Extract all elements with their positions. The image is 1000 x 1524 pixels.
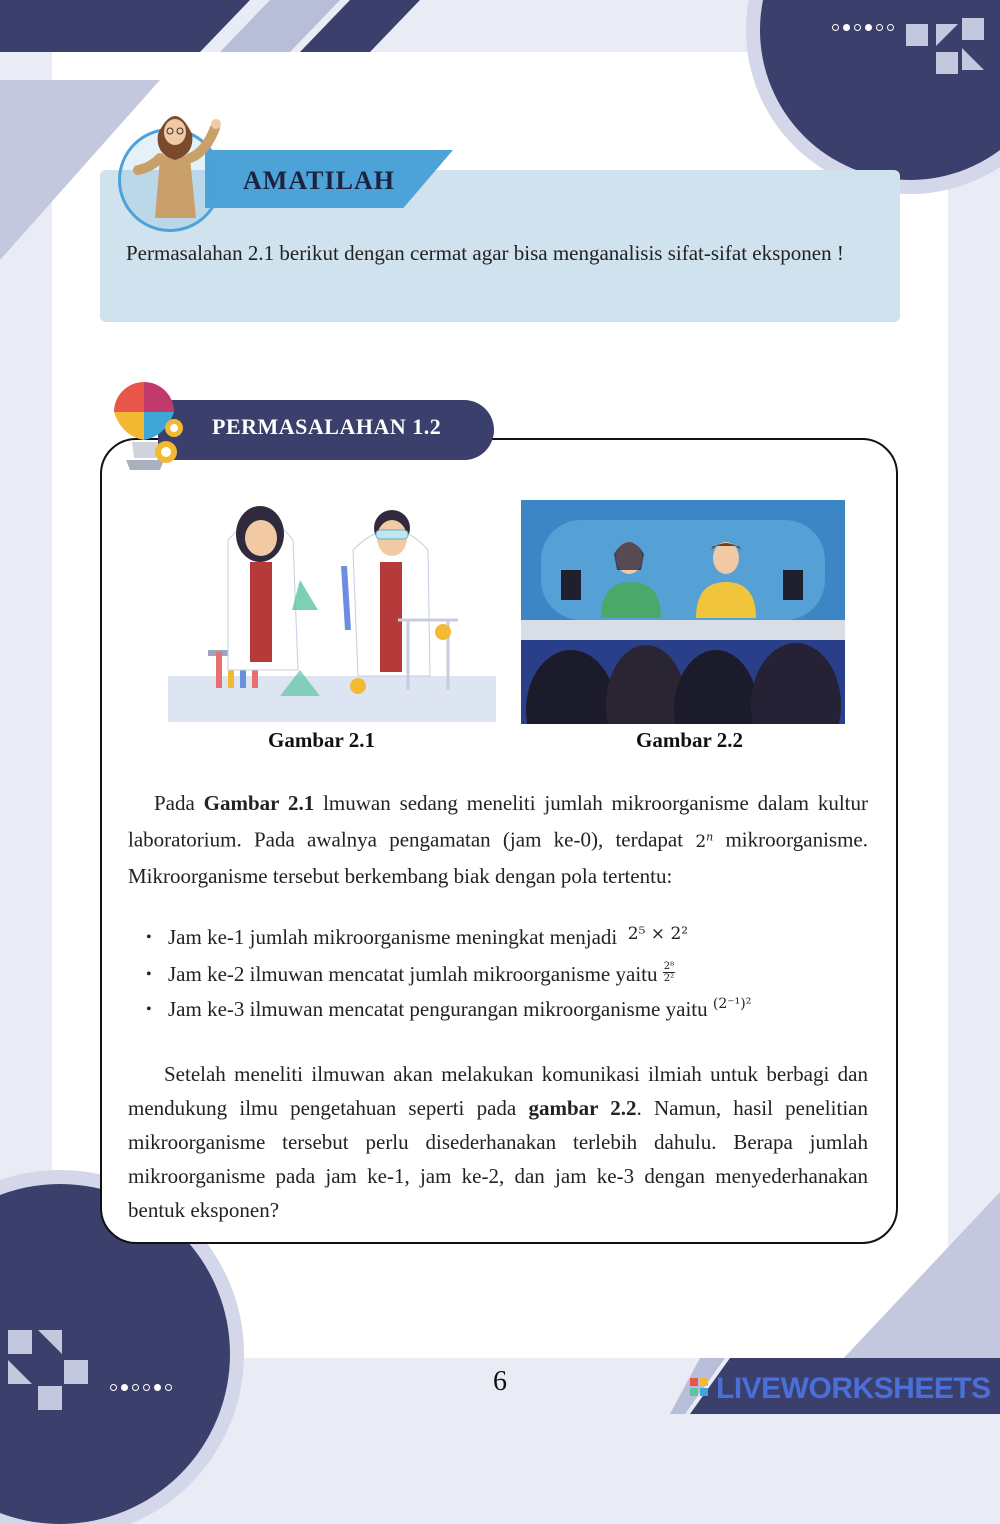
liveworksheets-logo-icon bbox=[690, 1378, 718, 1404]
list-item bbox=[146, 992, 886, 1030]
math-base: 2 bbox=[695, 831, 707, 852]
list-item bbox=[146, 957, 886, 992]
math-expression: 2⁵ × 2² bbox=[627, 924, 689, 944]
text-run: Pada bbox=[154, 791, 204, 815]
amatilah-text: Permasalahan 2.1 berikut dengan cermat agar bisa menganalisis sifat-sifat eksponen ! bbox=[126, 241, 844, 265]
growth-bullet-list bbox=[146, 920, 886, 1030]
figure-caption: Gambar 2.1 bbox=[268, 728, 375, 752]
bold-reference: gambar 2.2 bbox=[528, 1096, 637, 1120]
fraction-denominator: 2² bbox=[663, 972, 675, 984]
decor-dots bbox=[832, 24, 894, 31]
problem-paragraph-2 bbox=[128, 1057, 868, 1227]
bullet-text: Jam ke-3 ilmuwan mencatat pengurangan mikroorganisme yaitu bbox=[168, 997, 708, 1021]
puzzle-bulb-icon bbox=[104, 376, 200, 472]
decor-dots bbox=[110, 1384, 172, 1391]
liveworksheets-brand[interactable]: LIVEWORKSHEETS bbox=[716, 1372, 991, 1405]
scientific-communication-illustration bbox=[521, 500, 845, 724]
teacher-illustration bbox=[120, 98, 230, 228]
scientists-lab-illustration bbox=[168, 500, 496, 722]
bold-reference: Gambar 2.1 bbox=[203, 791, 315, 815]
text-run: Setelah meneliti ilmuwan akan melakukan komunikasi ilmiah untuk berbagi dan mendukung ilmu pengetahuan seperti pada bbox=[128, 1062, 868, 1120]
math-fraction bbox=[663, 961, 675, 984]
page-number: 6 bbox=[493, 1366, 507, 1397]
text-run: lmuwan sedang meneliti jumlah mikroorganisme dalam kultur laboratorium. Pada awalnya pengamatan (jam ke-0), terdapat bbox=[128, 791, 868, 852]
permasalahan-title: PERMASALAHAN 1.2 bbox=[212, 414, 442, 439]
math-exponent: n bbox=[706, 830, 714, 843]
amatilah-title: AMATILAH bbox=[243, 166, 395, 195]
text-run: . Namun, hasil penelitian mikroorganisme tersebut perlu disederhanakan terlebih dahulu. Berapa jumlah mikroorganisme pada jam ke-1, jam ke-2, dan jam ke-3 dengan menyederhanakan bentuk eksponen? bbox=[128, 1096, 868, 1222]
bullet-text: Jam ke-2 ilmuwan mencatat jumlah mikroorganisme yaitu bbox=[168, 962, 658, 986]
figure-caption: Gambar 2.2 bbox=[636, 728, 743, 752]
math-expression bbox=[695, 832, 713, 852]
text-run: mikroorganisme. Mikroorganisme tersebut berkembang biak dengan pola tertentu: bbox=[128, 827, 868, 888]
list-item bbox=[146, 920, 886, 957]
math-expression: (2⁻¹)² bbox=[712, 996, 752, 1012]
fraction-numerator: 2⁸ bbox=[663, 960, 675, 972]
bullet-text: Jam ke-1 jumlah mikroorganisme meningkat menjadi bbox=[168, 925, 618, 949]
problem-paragraph-1 bbox=[128, 786, 868, 893]
